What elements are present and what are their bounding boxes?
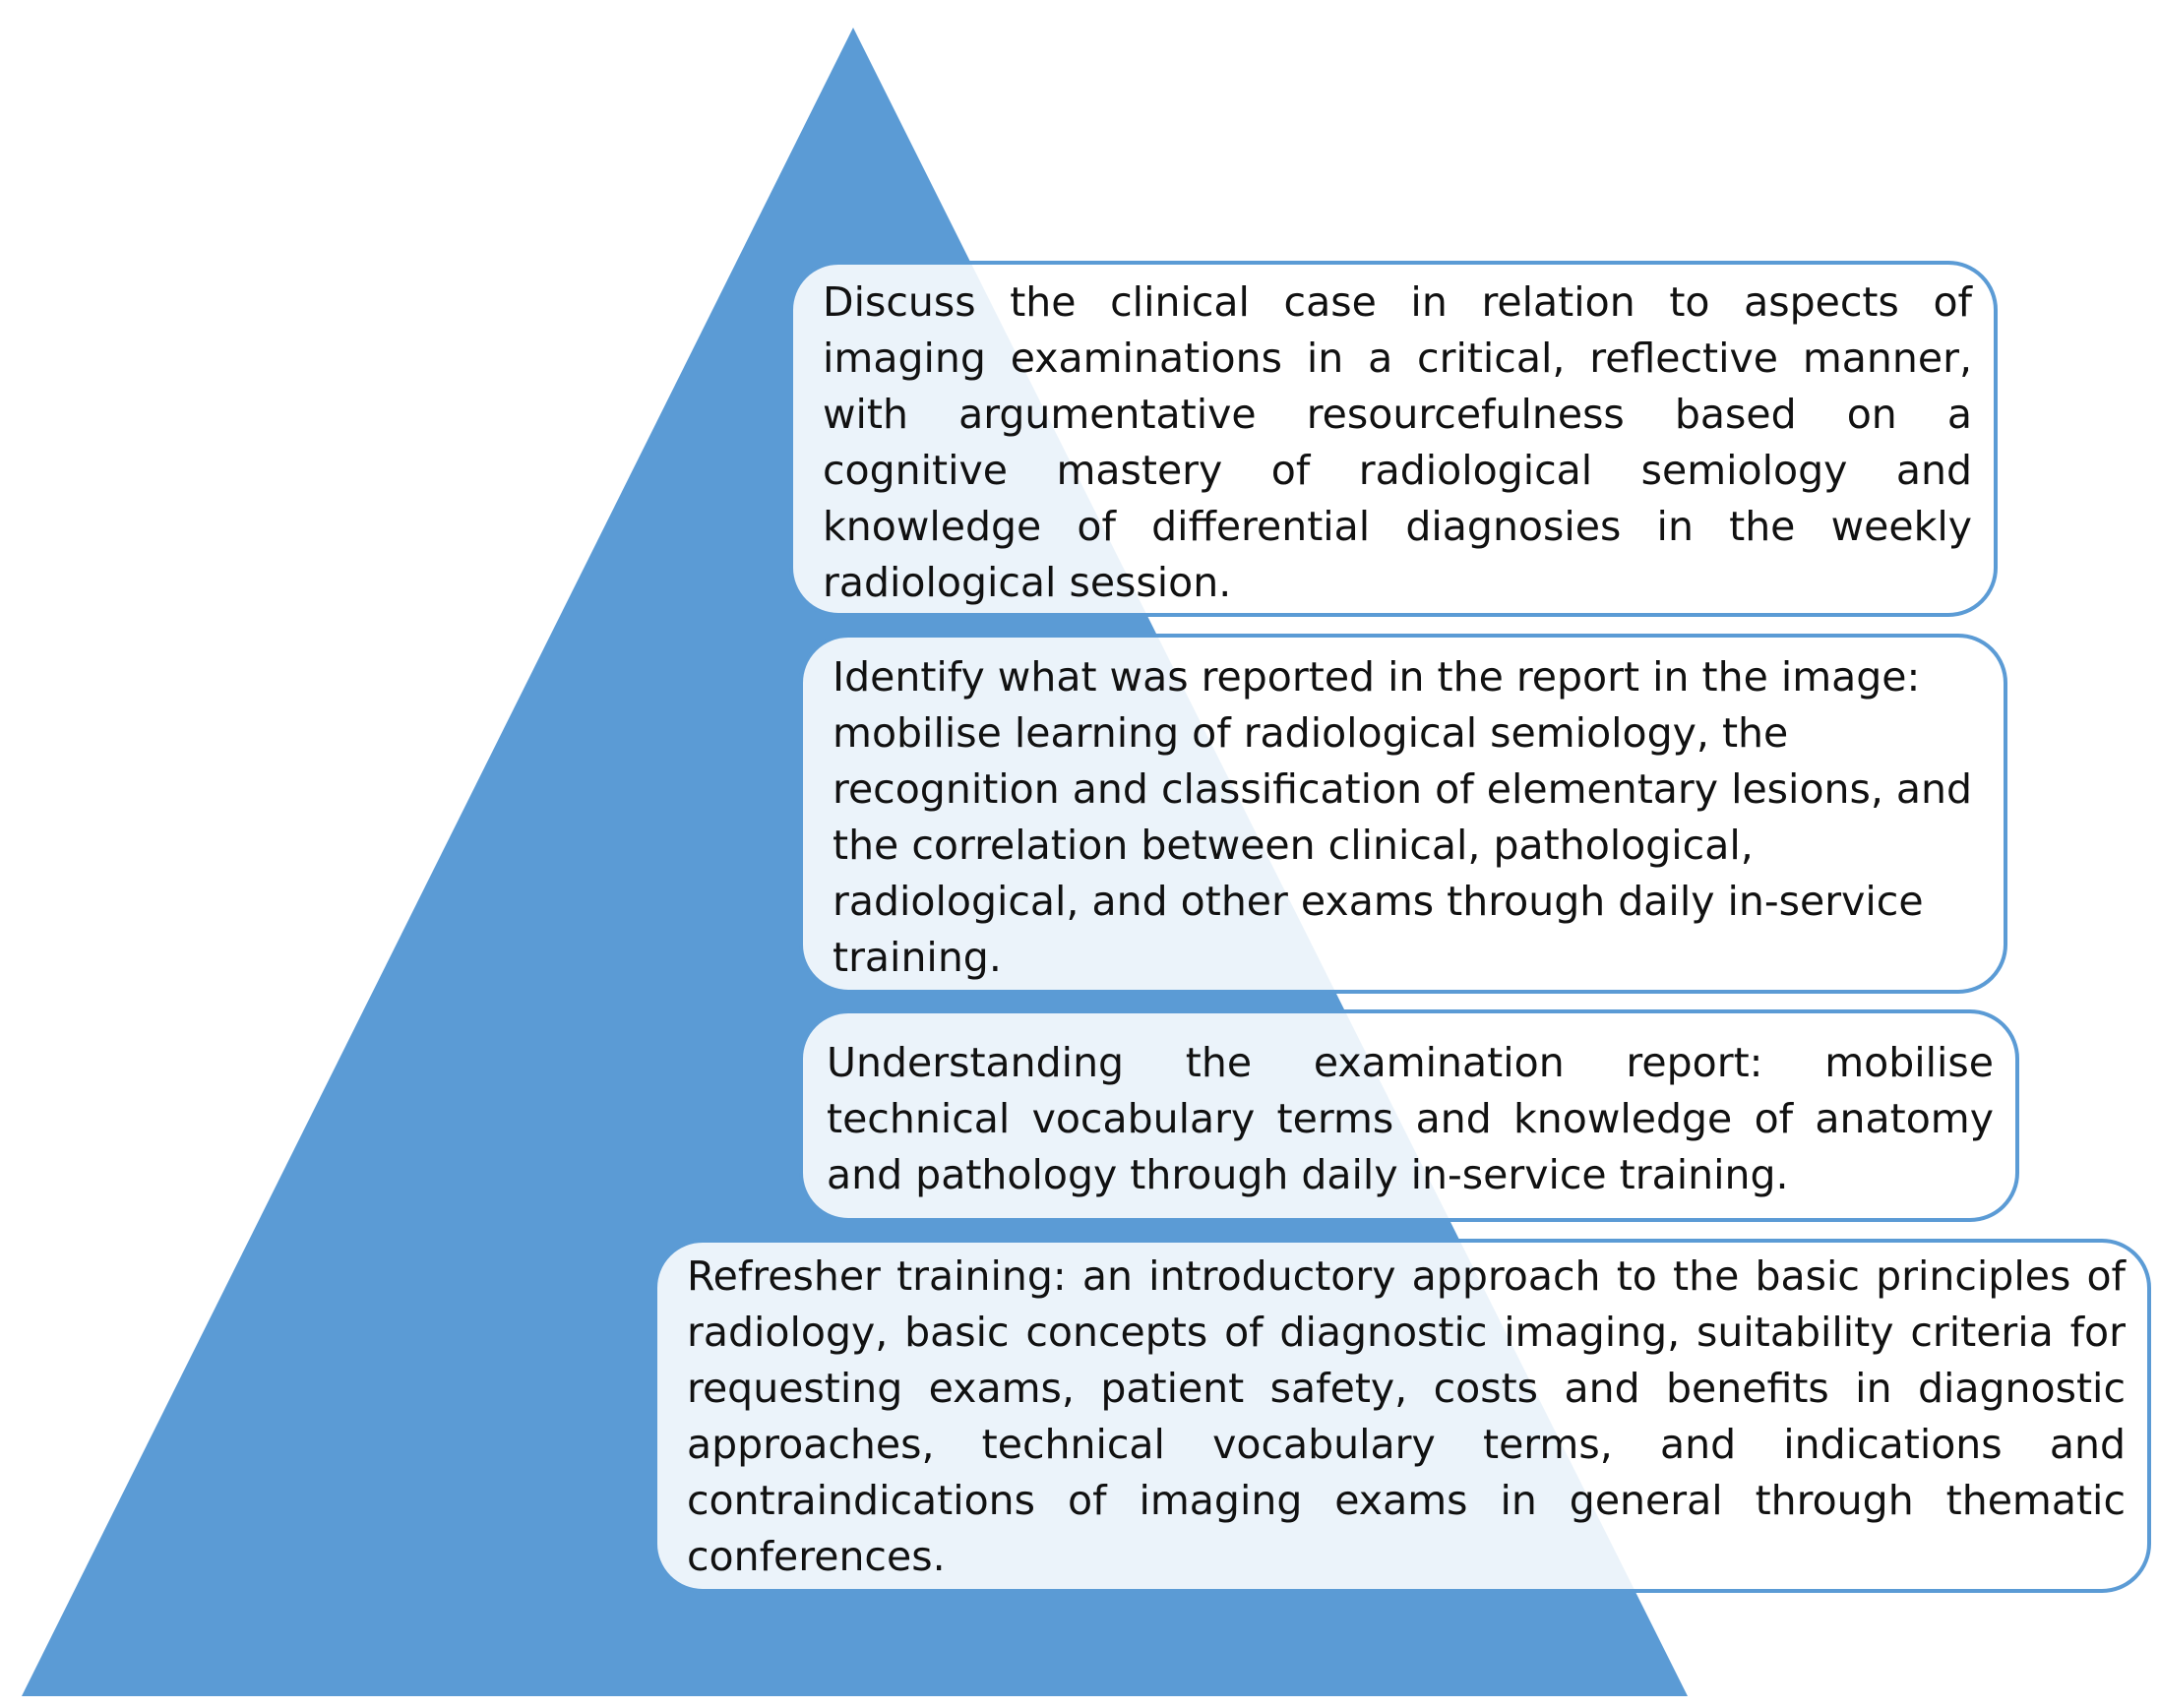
pyramid-tier-2-box [799,1009,2019,1222]
pyramid-tier-3-box [799,634,2007,994]
tier-2-text: Understanding the examination report: mobilise technical vocabulary terms and knowledge of anatomy and pathology through daily in-service training. [827,1039,1994,1198]
tier-3-text: Identify what was reported in the report in the image: mobilise learning of radiological semiology, the recognition and classification of elementary lesions, and the correlation between clinical, pathological, radiological, and other exams through daily in-service training. [833,653,1973,981]
pyramid-tier-1-box [653,1239,2151,1593]
tier-1-text: Refresher training: an introductory approach to the basic principles of radiology, basic concepts of diagnostic imaging, suitability criteria for requesting exams, patient safety, costs and benefits in diagnostic approaches, technical vocabulary terms, and indications and contraindications of imaging exams in general through thematic conferences. [687,1252,2126,1580]
pyramid-tier-4-box [789,261,1998,617]
tier-4-text: Discuss the clinical case in relation to aspects of imaging examinations in a critical, reflective manner, with argumentative resourcefulness based on a cognitive mastery of radiological semiology and knowledge of differential diagnosies in the weekly radiological session. [823,278,1972,606]
